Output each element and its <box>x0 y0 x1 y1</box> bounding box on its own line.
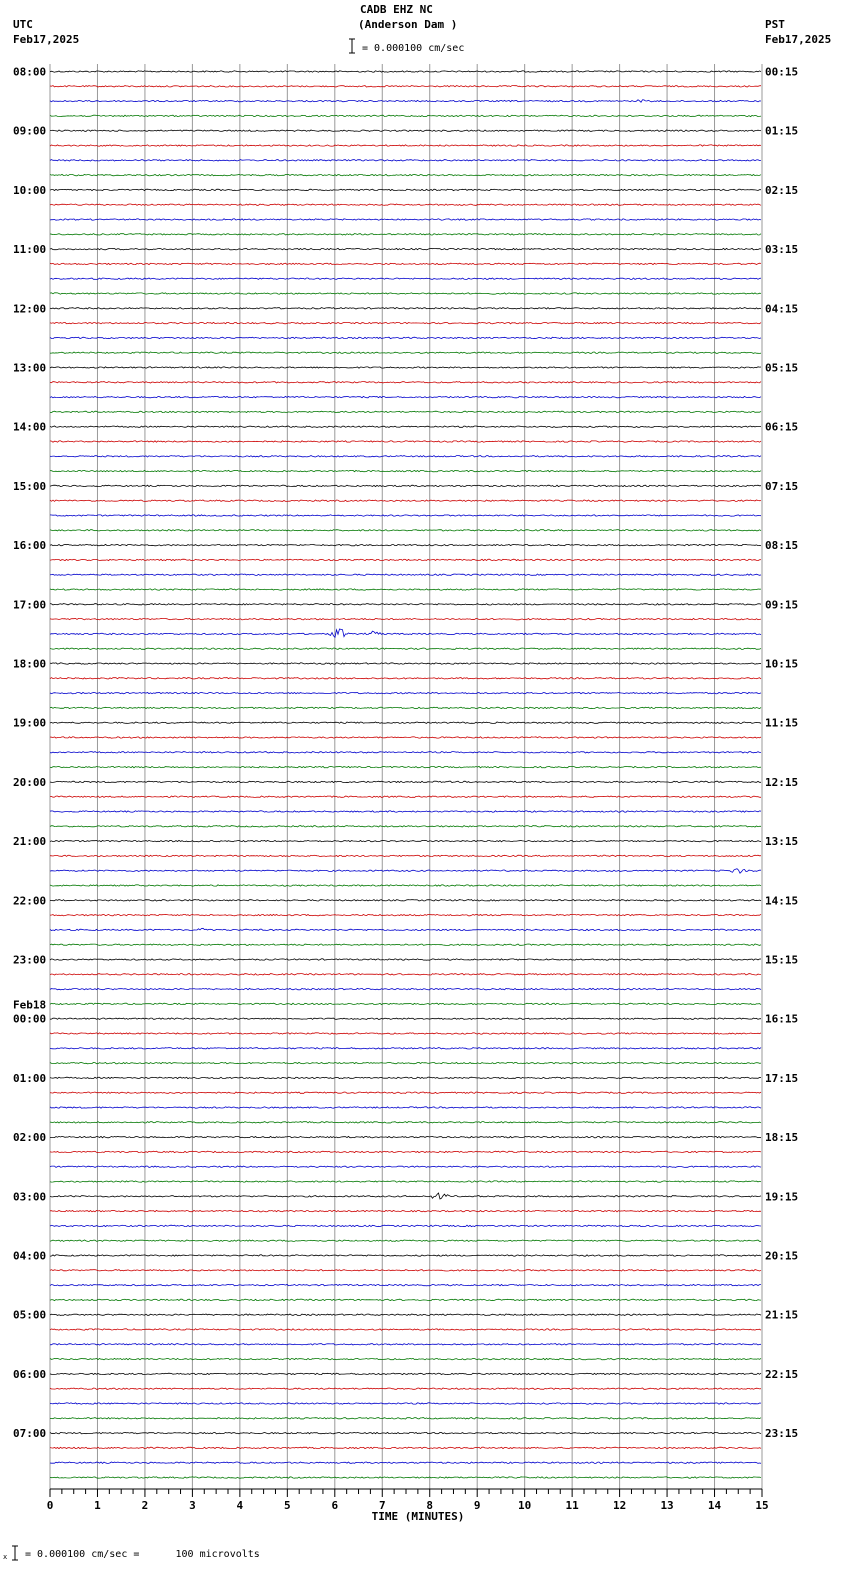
trace-row-23 <box>50 411 761 412</box>
x-tick-label-4: 4 <box>236 1499 244 1512</box>
x-tick-label-10: 10 <box>518 1499 532 1512</box>
pst-label-5: 05:15 <box>765 361 799 375</box>
x-tick-label-6: 6 <box>331 1499 339 1512</box>
trace-row-95 <box>50 1477 761 1478</box>
x-tick-label-8: 8 <box>426 1499 434 1512</box>
right-timezone: PST <box>765 18 785 31</box>
x-tick-label-13: 13 <box>660 1499 674 1512</box>
trace-row-59 <box>50 944 761 945</box>
trace-row-84 <box>50 1314 761 1315</box>
trace-row-73 <box>50 1151 761 1152</box>
trace-row-61 <box>50 974 761 975</box>
svg-text:x: x <box>3 1553 8 1561</box>
trace-row-12 <box>50 248 761 249</box>
trace-row-76 <box>50 1193 761 1199</box>
trace-row-75 <box>50 1181 761 1182</box>
trace-row-19 <box>50 352 761 353</box>
trace-row-69 <box>50 1092 761 1093</box>
trace-row-80 <box>50 1255 761 1256</box>
trace-row-77 <box>50 1210 761 1211</box>
trace-row-28 <box>50 485 761 486</box>
left-date: Feb17,2025 <box>13 33 80 46</box>
trace-row-6 <box>50 160 761 161</box>
trace-row-22 <box>50 396 761 397</box>
trace-row-49 <box>50 796 761 797</box>
trace-row-74 <box>50 1166 761 1167</box>
trace-row-51 <box>50 826 761 827</box>
utc-label-5: 13:00 <box>13 361 47 375</box>
utc-label-2: 10:00 <box>13 183 47 197</box>
scale-label: = 0.000100 cm/sec <box>362 43 465 54</box>
utc-label-1: 09:00 <box>13 124 47 138</box>
trace-row-90 <box>50 1403 761 1404</box>
pst-label-8: 08:15 <box>765 539 799 553</box>
minute-gridlines <box>50 64 762 1489</box>
pst-label-13: 13:15 <box>765 835 799 849</box>
x-tick-label-14: 14 <box>707 1499 722 1512</box>
seismic-traces <box>50 71 761 1478</box>
trace-row-64 <box>50 1018 761 1019</box>
pst-label-9: 09:15 <box>765 598 799 612</box>
trace-row-40 <box>50 663 761 664</box>
utc-label-20: 04:00 <box>13 1249 47 1263</box>
footer-scale-bar-icon <box>3 1546 18 1561</box>
utc-label-11: 19:00 <box>13 716 47 730</box>
right-date: Feb17,2025 <box>765 33 832 46</box>
pst-label-6: 06:15 <box>765 420 799 434</box>
utc-label-15: 23:00 <box>13 953 47 967</box>
trace-row-65 <box>50 1033 761 1034</box>
x-tick-label-0: 0 <box>46 1499 54 1512</box>
pst-label-21: 21:15 <box>765 1308 799 1322</box>
pst-label-16: 16:15 <box>765 1012 799 1026</box>
utc-label-21: 05:00 <box>13 1308 47 1322</box>
trace-row-20 <box>50 367 761 368</box>
trace-row-63 <box>50 1003 761 1004</box>
pst-label-14: 14:15 <box>765 894 799 908</box>
pst-label-10: 10:15 <box>765 657 799 671</box>
trace-row-92 <box>50 1432 761 1433</box>
trace-row-41 <box>50 678 761 679</box>
pst-label-17: 17:15 <box>765 1071 799 1085</box>
pst-label-3: 03:15 <box>765 243 799 257</box>
trace-row-62 <box>50 988 761 989</box>
utc-label-6: 14:00 <box>13 420 47 434</box>
trace-row-15 <box>50 293 761 294</box>
utc-date-change-label: Feb18 <box>13 998 47 1012</box>
trace-row-29 <box>50 500 761 501</box>
trace-row-11 <box>50 234 761 235</box>
trace-row-42 <box>50 692 761 693</box>
trace-row-4 <box>50 130 761 131</box>
x-tick-label-3: 3 <box>189 1499 196 1512</box>
trace-row-30 <box>50 515 761 516</box>
trace-row-47 <box>50 766 761 767</box>
x-axis-label: TIME (MINUTES) <box>371 1510 465 1523</box>
trace-row-33 <box>50 559 761 560</box>
trace-row-43 <box>50 707 761 708</box>
trace-row-50 <box>50 811 761 812</box>
header-scale-bar-icon <box>349 39 355 53</box>
trace-row-57 <box>50 914 761 915</box>
trace-row-37 <box>50 618 761 619</box>
trace-row-38 <box>50 629 761 637</box>
utc-label-7: 15:00 <box>13 479 47 493</box>
utc-label-0: 08:00 <box>13 65 47 79</box>
pst-label-11: 11:15 <box>765 716 799 730</box>
trace-row-36 <box>50 604 761 605</box>
utc-label-18: 02:00 <box>13 1131 47 1145</box>
trace-row-26 <box>50 456 761 457</box>
pst-label-0: 00:15 <box>765 65 799 79</box>
x-tick-label-7: 7 <box>378 1499 386 1512</box>
pst-label-15: 15:15 <box>765 953 799 967</box>
trace-row-16 <box>50 308 761 309</box>
trace-row-27 <box>50 470 761 471</box>
trace-row-55 <box>50 885 761 886</box>
trace-row-1 <box>50 86 761 87</box>
pst-label-12: 12:15 <box>765 775 799 789</box>
utc-label-23: 07:00 <box>13 1427 47 1441</box>
utc-label-16: 00:00 <box>13 1012 47 1026</box>
trace-row-5 <box>50 145 761 146</box>
trace-row-35 <box>50 589 761 590</box>
trace-row-70 <box>50 1107 761 1108</box>
x-tick-label-15: 15 <box>755 1499 769 1512</box>
trace-row-79 <box>50 1240 761 1241</box>
scale-bars <box>3 39 355 1561</box>
utc-label-22: 06:00 <box>13 1367 47 1381</box>
station-location: (Anderson Dam ) <box>358 18 458 31</box>
trace-row-25 <box>50 441 761 442</box>
trace-row-83 <box>50 1299 761 1300</box>
trace-row-66 <box>50 1048 761 1049</box>
pst-label-23: 23:15 <box>765 1427 799 1441</box>
utc-label-3: 11:00 <box>13 243 47 257</box>
trace-row-21 <box>50 382 761 383</box>
trace-row-58 <box>50 928 761 930</box>
trace-row-34 <box>50 574 761 575</box>
trace-row-87 <box>50 1358 761 1359</box>
x-axis <box>47 1489 769 1523</box>
station-title: CADB EHZ NC <box>360 3 433 16</box>
trace-row-24 <box>50 426 761 427</box>
pst-label-22: 22:15 <box>765 1367 799 1381</box>
trace-row-48 <box>50 781 761 782</box>
trace-row-46 <box>50 752 761 753</box>
utc-label-10: 18:00 <box>13 657 47 671</box>
utc-label-8: 16:00 <box>13 539 47 553</box>
trace-row-78 <box>50 1225 761 1226</box>
trace-row-3 <box>50 115 761 116</box>
trace-row-10 <box>50 219 761 220</box>
trace-row-82 <box>50 1284 761 1285</box>
utc-label-9: 17:00 <box>13 598 47 612</box>
x-tick-label-9: 9 <box>473 1499 481 1512</box>
utc-hour-labels <box>13 66 46 1441</box>
trace-row-53 <box>50 855 761 856</box>
pst-label-19: 19:15 <box>765 1190 799 1204</box>
trace-row-8 <box>50 189 761 190</box>
utc-label-12: 20:00 <box>13 775 47 789</box>
trace-row-85 <box>50 1329 761 1330</box>
trace-row-68 <box>50 1077 761 1078</box>
trace-row-93 <box>50 1447 761 1448</box>
pst-label-7: 07:15 <box>765 479 799 493</box>
trace-row-45 <box>50 737 761 738</box>
trace-row-9 <box>50 204 761 205</box>
trace-row-72 <box>50 1136 761 1137</box>
pst-label-18: 18:15 <box>765 1131 799 1145</box>
trace-row-14 <box>50 278 761 279</box>
trace-row-39 <box>50 648 761 649</box>
trace-row-94 <box>50 1462 761 1463</box>
trace-row-18 <box>50 337 761 338</box>
trace-row-52 <box>50 840 761 841</box>
footer-scale-note: = 0.000100 cm/sec = 100 microvolts <box>25 1549 260 1560</box>
x-tick-label-11: 11 <box>565 1499 579 1512</box>
trace-row-86 <box>50 1344 761 1345</box>
trace-row-17 <box>50 322 761 323</box>
trace-row-31 <box>50 530 761 531</box>
trace-row-54 <box>50 869 761 874</box>
utc-label-4: 12:00 <box>13 302 47 316</box>
trace-row-2 <box>50 100 761 102</box>
pst-hour-labels <box>765 66 798 1441</box>
x-tick-label-5: 5 <box>284 1499 291 1512</box>
pst-label-2: 02:15 <box>765 183 799 197</box>
pst-label-20: 20:15 <box>765 1249 799 1263</box>
pst-label-4: 04:15 <box>765 302 799 316</box>
trace-row-56 <box>50 900 761 901</box>
x-tick-label-12: 12 <box>612 1499 627 1512</box>
trace-row-71 <box>50 1122 761 1123</box>
trace-row-88 <box>50 1373 761 1374</box>
utc-label-13: 21:00 <box>13 835 47 849</box>
utc-label-14: 22:00 <box>13 894 47 908</box>
trace-row-32 <box>50 544 761 545</box>
trace-row-60 <box>50 959 761 960</box>
trace-row-13 <box>50 263 761 264</box>
pst-label-1: 01:15 <box>765 124 799 138</box>
trace-row-44 <box>50 722 761 723</box>
utc-label-19: 03:00 <box>13 1190 47 1204</box>
trace-row-89 <box>50 1388 761 1389</box>
trace-row-7 <box>50 174 761 175</box>
x-tick-label-2: 2 <box>141 1499 149 1512</box>
left-timezone: UTC <box>13 18 33 31</box>
x-tick-label-1: 1 <box>94 1499 101 1512</box>
trace-row-67 <box>50 1062 761 1063</box>
trace-row-81 <box>50 1270 761 1271</box>
trace-row-0 <box>50 71 761 72</box>
trace-row-91 <box>50 1418 761 1419</box>
utc-label-17: 01:00 <box>13 1071 47 1085</box>
